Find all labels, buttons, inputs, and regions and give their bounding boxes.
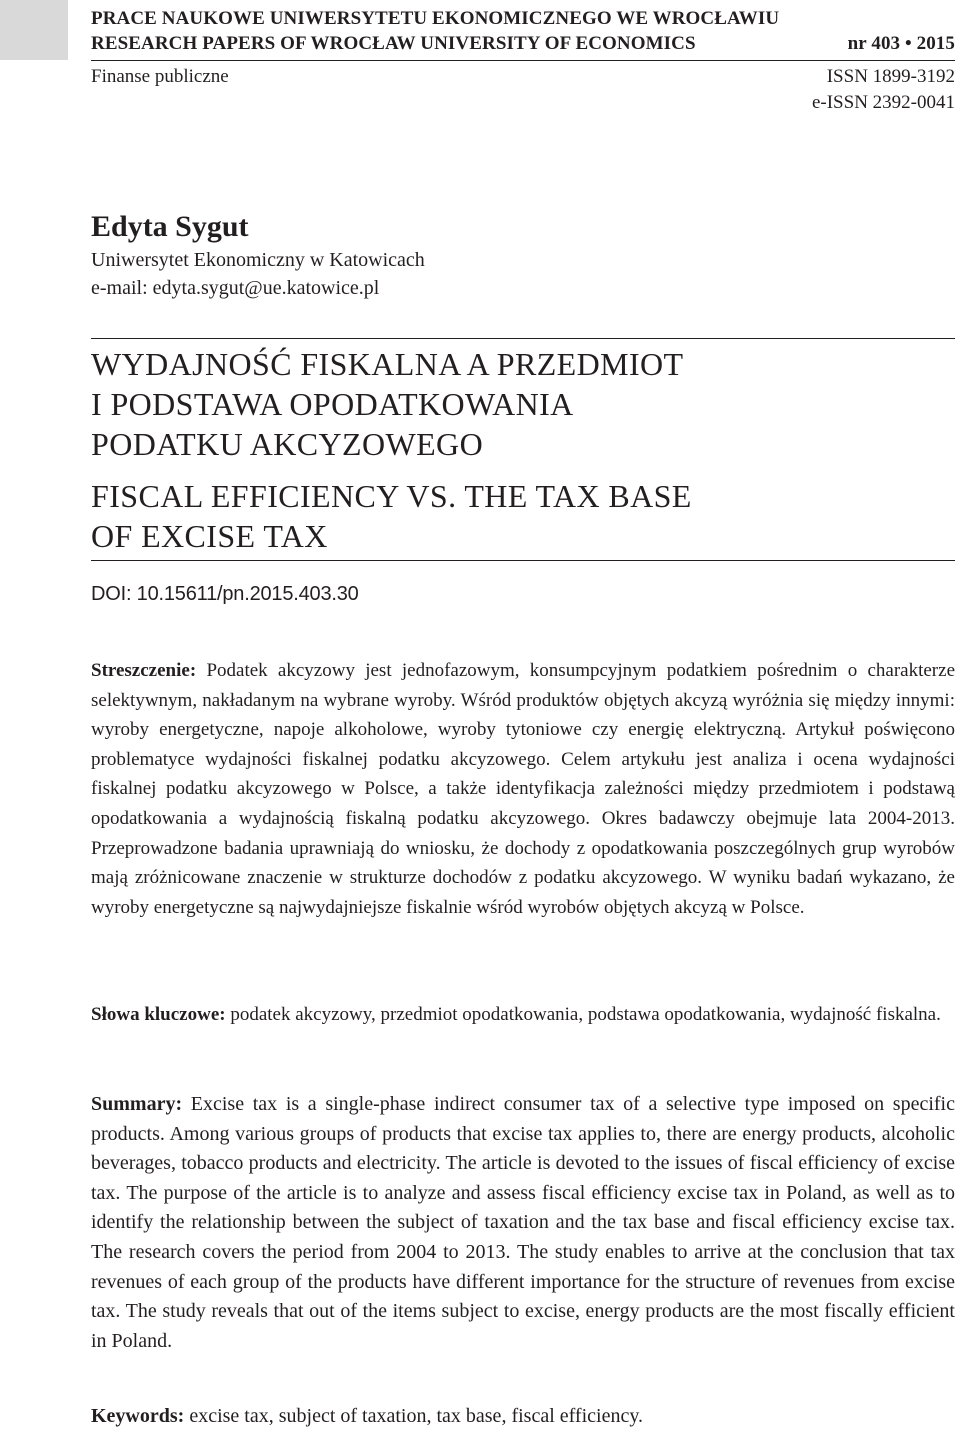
author-block bbox=[91, 208, 955, 302]
title-top-rule bbox=[91, 338, 955, 339]
abstract-pl-label: Streszczenie: bbox=[91, 660, 197, 681]
title-pl-line: PODATKU AKCYZOWEGO bbox=[91, 426, 484, 462]
title-bottom-rule bbox=[91, 560, 955, 561]
corner-gray-block bbox=[0, 0, 68, 60]
abstract-en-label: Summary: bbox=[91, 1093, 183, 1115]
keywords-pl-text: podatek akcyzowy, przedmiot opodatkowania, podstawa opodatkowania, wydajność fiskalna. bbox=[230, 1004, 941, 1025]
keywords-en-label: Keywords: bbox=[91, 1405, 185, 1427]
author-name: Edyta Sygut bbox=[91, 210, 249, 243]
keywords-en bbox=[91, 1402, 955, 1432]
title-pl bbox=[91, 344, 955, 464]
author-email: e-mail: edyta.sygut@ue.katowice.pl bbox=[91, 277, 380, 299]
header-rule bbox=[91, 60, 955, 61]
title-pl-line: WYDAJNOŚĆ FISKALNA A PRZEDMIOT bbox=[91, 346, 684, 382]
title-pl-line: I PODSTAWA OPODATKOWANIA bbox=[91, 386, 574, 422]
eissn: e-ISSN 2392-0041 bbox=[811, 92, 955, 113]
abstract-en-text: Excise tax is a single-phase indirect consumer tax of a selective type imposed on specific products. Among various groups of products that excise tax applies to, there are energy products, alcoholic beverages, tobacco products and electricity. The article is devoted to the issues of fiscal efficiency of excise tax. The purpose of the article is to analyze and assess fiscal efficiency excise tax in Poland, as well as to identify the relationship between the subject of taxation and the tax base and fiscal efficiency excise tax. The research covers the period from 2004 to 2013. The study enables to arrive at the conclusion that tax revenues of each group of the products have different importance for the structure of revenues from excise tax. The study reveals that out of the items subject to excise, energy products are the most fiscally efficient in Poland. bbox=[91, 1093, 955, 1352]
issn-block bbox=[812, 64, 955, 116]
author-affiliation: Uniwersytet Ekonomiczny w Katowicach bbox=[91, 249, 425, 271]
abstract-en bbox=[91, 1090, 955, 1356]
issn: ISSN 1899-3192 bbox=[826, 66, 955, 87]
keywords-pl-label: Słowa kluczowe: bbox=[91, 1004, 226, 1025]
keywords-en-text: excise tax, subject of taxation, tax base, fiscal efficiency. bbox=[189, 1405, 644, 1427]
title-en-line: FISCAL EFFICIENCY VS. THE TAX BASE bbox=[91, 478, 692, 514]
abstract-pl-text: Podatek akcyzowy jest jednofazowym, konsumpcyjnym podatkiem pośrednim o charakterze selektywnym, nakładanym na wybrane wyroby. Wśród produktów objętych akcyzą wyróżnia się między innymi: wyroby energetyczne, napoje alkoholowe, wyroby tytoniowe czy energię elektryczną. Artykuł poświęcono problematyce wydajności fiskalnej podatku akcyzowego. Celem artykułu jest analiza i ocena wydajności fiskalnej podatku akcyzowego w Polsce, a także identyfikacja zależności między przedmiotem i podstawą opodatkowania a wydajnością fiskalną podatku akcyzowego. Okres badawczy obejmuje lata 2004-2013. Przeprowadzone badania uprawniają do wniosku, że dochody z opodatkowania poszczególnych grup wyrobów mają zróżnicowane znaczenie w strukturze dochodów z podatku akcyzowego. W wyniku badań wykazano, że wyroby energetyczne są najwydajniejsze fiskalnie wśród wyrobów objętych akcyzą w Polsce. bbox=[91, 660, 956, 918]
journal-header bbox=[91, 6, 955, 56]
issue-number: nr 403 • 2015 bbox=[847, 33, 955, 54]
series-row bbox=[91, 64, 955, 113]
doi: DOI: 10.15611/pn.2015.403.30 bbox=[91, 583, 359, 605]
journal-title-en: RESEARCH PAPERS OF WROCŁAW UNIVERSITY OF ECONOMICS bbox=[91, 33, 696, 54]
title-en-line: OF EXCISE TAX bbox=[91, 518, 328, 554]
title-en bbox=[91, 476, 955, 556]
keywords-pl bbox=[91, 1000, 955, 1030]
journal-title-pl: PRACE NAUKOWE UNIWERSYTETU EKONOMICZNEGO WE WROCŁAWIU bbox=[91, 8, 780, 29]
series-name: Finanse publiczne bbox=[91, 66, 229, 87]
abstract-pl bbox=[91, 656, 955, 922]
